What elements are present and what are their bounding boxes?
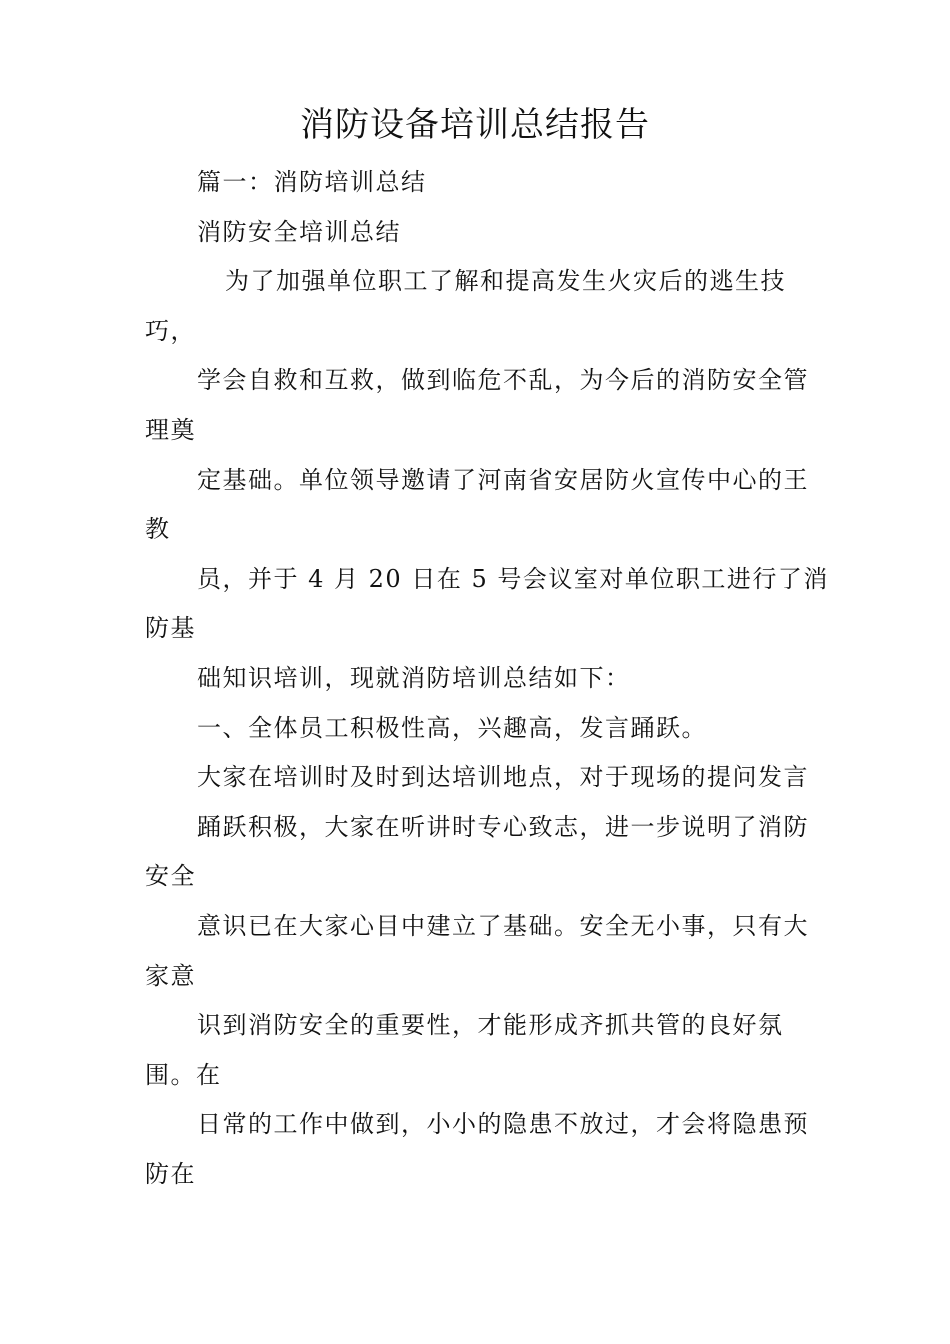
paragraph-line: 家意: [145, 961, 196, 990]
paragraph-line: 一、全体员工积极性高，兴趣高，发言踊跃。: [197, 713, 707, 742]
document-body: [145, 158, 845, 1199]
document-title: 消防设备培训总结报告: [300, 105, 650, 145]
paragraph-line: 巧，: [145, 316, 196, 345]
paragraph-line: 防在: [145, 1159, 196, 1188]
paragraph-line: 防基: [145, 614, 196, 643]
section-heading: 篇一：消防培训总结: [197, 168, 427, 196]
paragraph-line: 大家在培训时及时到达培训地点，对于现场的提问发言: [197, 763, 809, 792]
paragraph-line: 理奠: [145, 415, 196, 444]
paragraph-line: 学会自救和互救，做到临危不乱，为今后的消防安全管: [197, 366, 809, 395]
paragraph-line: 础知识培训，现就消防培训总结如下：: [197, 663, 631, 692]
paragraph-line: 意识已在大家心目中建立了基础。安全无小事，只有大: [197, 911, 809, 940]
paragraph-line: 安全: [145, 862, 196, 891]
paragraph-line: 为了加强单位职工了解和提高发生火灾后的逃生技: [225, 267, 786, 296]
paragraph-line: 员，并于 4 月 20 日在 5 号会议室对单位职工进行了消: [197, 564, 829, 593]
paragraph-line: 日常的工作中做到，小小的隐患不放过，才会将隐患预: [197, 1110, 809, 1139]
paragraph-line: 踊跃积极，大家在听讲时专心致志，进一步说明了消防: [197, 812, 809, 841]
paragraph-line: 识到消防安全的重要性，才能形成齐抓共管的良好氛: [197, 1011, 784, 1040]
paragraph-line: 围。在: [145, 1060, 222, 1089]
paragraph-line: 教: [145, 515, 171, 544]
paragraph-line: 定基础。单位领导邀请了河南省安居防火宣传中心的王: [197, 465, 809, 494]
subsection-heading: 消防安全培训总结: [197, 217, 401, 246]
